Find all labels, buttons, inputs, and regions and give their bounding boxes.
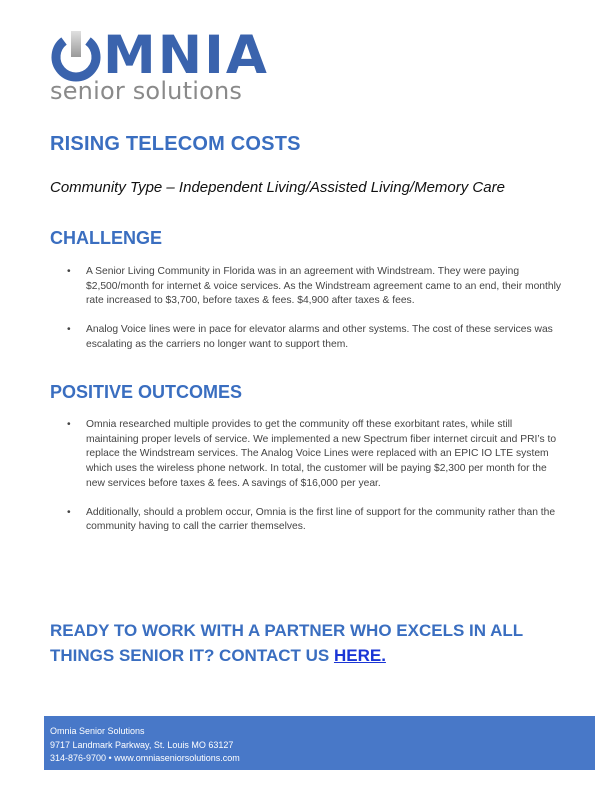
list-item: • A Senior Living Community in Florida was in an agreement with Windstream. They were paying $2,500/month for internet & voice services. As the Windstream agreement came to an end, their monthly rate increased to $3,700, before taxes & fees. $4,900 after taxes & fees. <box>50 265 562 309</box>
cta-text: READY TO WORK WITH A PARTNER WHO EXCELS IN ALL THINGS SENIOR IT? CONTACT US <box>50 621 523 665</box>
call-to-action <box>50 618 570 668</box>
community-type-subtitle: Community Type – Independent Living/Assisted Living/Memory Care <box>50 179 505 196</box>
footer-address: 9717 Landmark Parkway, St. Louis MO 63127 <box>50 740 234 750</box>
omnia-logo <box>50 25 280 108</box>
contact-here-link[interactable]: HERE. <box>333 646 386 665</box>
footer-contact: 314-876-9700 • www.omniaseniorsolutions.com <box>50 753 240 763</box>
outcomes-heading: POSITIVE OUTCOMES <box>50 382 243 402</box>
list-item: • Analog Voice lines were in pace for elevator alarms and other systems. The cost of these services was escalating as the carriers no longer want to support them. <box>50 323 562 352</box>
challenge-heading: CHALLENGE <box>50 228 162 248</box>
list-item: • Omnia researched multiple provides to get the community off these exorbitant rates, while still maintaining proper levels of service. We implemented a new Spectrum fiber internet circuit and PRI’s to replace the Windstream services. The Analog Voice Lines were replaced with an EPIC IO LTE system which uses the wireless phone network. In total, the customer will be paying $2,300 per month for the new services before taxes & fees. A savings of $16,000 per year. <box>50 418 562 492</box>
page-title: RISING TELECOM COSTS <box>50 133 301 155</box>
logo-wordmark <box>50 25 269 86</box>
list-item: • Additionally, should a problem occur, Omnia is the first line of support for the community rather than the community having to call the carrier themselves. <box>50 506 562 535</box>
power-o-icon <box>50 28 102 82</box>
outcomes-list <box>50 418 562 549</box>
logo-brand-text: MNIA <box>103 25 269 86</box>
footer-company: Omnia Senior Solutions <box>50 726 145 736</box>
logo-tagline: senior solutions <box>50 77 243 105</box>
challenge-list <box>50 265 562 367</box>
footer-bar <box>44 716 595 770</box>
